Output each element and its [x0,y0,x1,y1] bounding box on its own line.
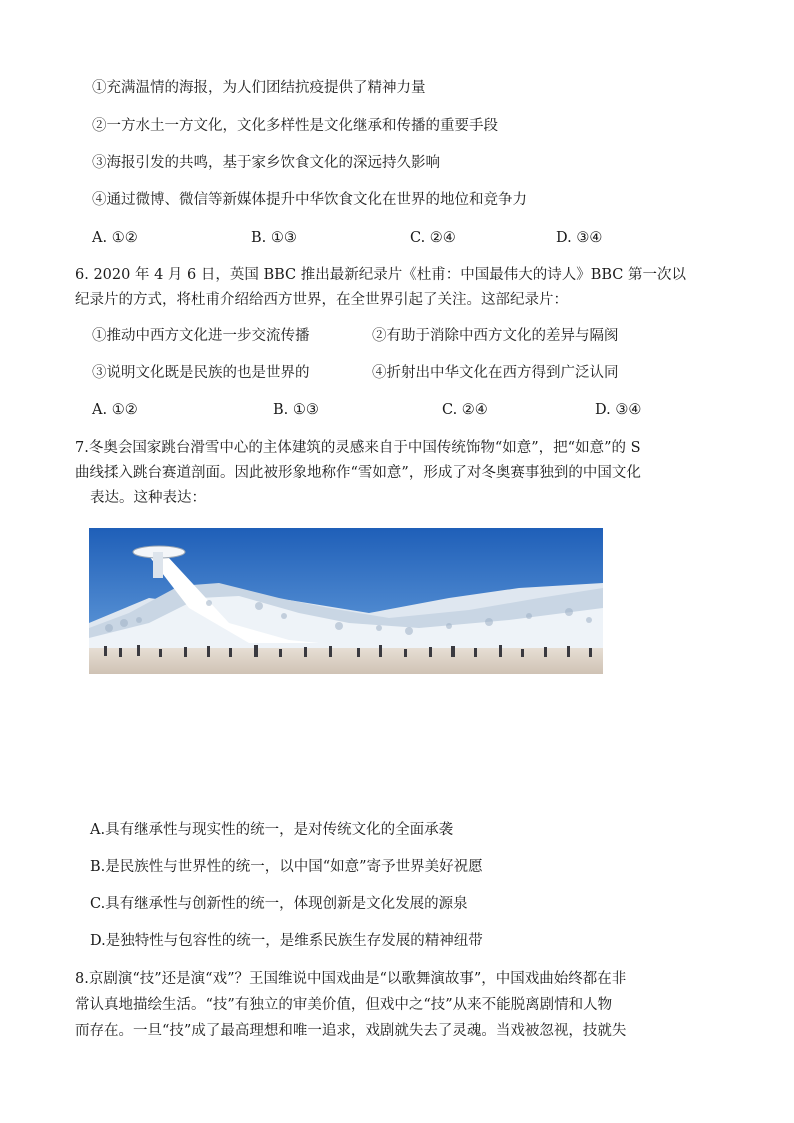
q7-option-b: B.是民族性与世界性的统一，以中国“如意”寄予世界美好祝愿 [90,859,483,875]
q6-stem-line-2: 纪录片的方式，将杜甫介绍给西方世界，在全世界引起了关注。这部纪录片： [75,292,568,308]
q7-stem-line-2: 曲线揉入跳台赛道剖面。因此被形象地称作“雪如意”，形成了对冬奥赛事独到的中国文化 [75,465,641,481]
q5-option-c: C. ②④ [410,230,456,246]
q6-option-d: D. ③④ [595,402,642,418]
q5-item-4: ④通过微博、微信等新媒体提升中华饮食文化在世界的地位和竞争力 [92,192,527,208]
q8-stem-line-1: 8.京剧演“技”还是演“戏”？王国维说中国戏曲是“以歌舞演故事”，中国戏曲始终都在非 [75,971,627,987]
q7-option-a: A.具有继承性与现实性的统一，是对传统文化的全面承袭 [90,822,454,838]
q7-option-c: C.具有继承性与创新性的统一，体现创新是文化发展的源泉 [90,896,468,912]
q6-item-2: ②有助于消除中西方文化的差异与隔阂 [372,328,619,344]
q5-option-a: A. ①② [92,230,138,246]
q7-stem-line-1: 7.冬奥会国家跳台滑雪中心的主体建筑的灵感来自于中国传统饰物“如意”，把“如意”的 S [75,440,641,456]
q6-stem-line-1: 6. 2020 年 4 月 6 日，英国 BBC 推出最新纪录片《杜甫：中国最伟大的诗人》BBC 第一次以 [75,267,687,283]
q8-stem-line-2: 常认真地描绘生活。“技”有独立的审美价值，但戏中之“技”从来不能脱离剧情和人物 [75,997,613,1013]
q7-stem-line-3: 表达。这种表达： [90,490,206,506]
q6-item-3: ③说明文化既是民族的也是世界的 [92,365,310,381]
q6-option-a: A. ①② [92,402,138,418]
q6-item-1: ①推动中西方文化进一步交流传播 [92,328,310,344]
q6-option-c: C. ②④ [442,402,488,418]
q5-option-b: B. ①③ [251,230,297,246]
q8-stem-line-3: 而存在。一旦“技”成了最高理想和唯一追求，戏剧就失去了灵魂。当戏被忽视，技就失 [75,1023,627,1039]
q5-item-1: ①充满温情的海报，为人们团结抗疫提供了精神力量 [92,80,426,96]
q5-item-3: ③海报引发的共鸣，基于家乡饮食文化的深远持久影响 [92,155,440,171]
ski-jump-center-photo [89,528,603,674]
q5-item-2: ②一方水土一方文化，文化多样性是文化继承和传播的重要手段 [92,118,498,134]
ski-jump-illustration [89,528,603,674]
q6-item-4: ④折射出中华文化在西方得到广泛认同 [372,365,619,381]
q7-option-d: D.是独特性与包容性的统一，是维系民族生存发展的精神纽带 [90,933,483,949]
q6-option-b: B. ①③ [273,402,319,418]
q5-option-d: D. ③④ [556,230,603,246]
